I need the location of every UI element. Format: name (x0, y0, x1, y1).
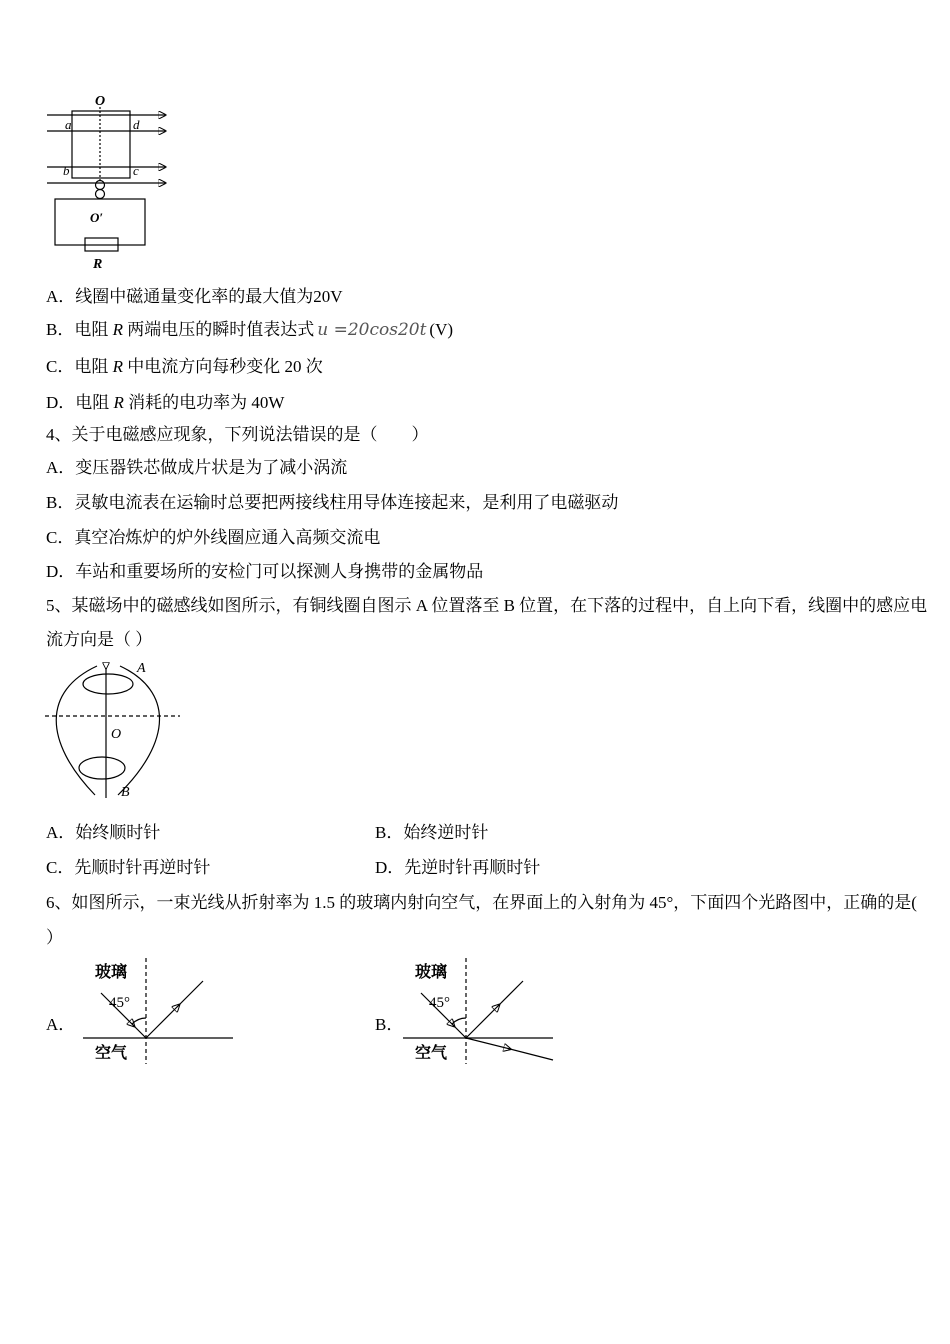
slip-ring (96, 190, 105, 199)
refracted-ray (466, 1038, 510, 1049)
air-label: 空气 (415, 1045, 448, 1062)
position-label-A: A (137, 661, 146, 676)
glass-label: 玻璃 (95, 964, 128, 981)
q3-option-c: C．电阻 R 中电流方向每秒变化 20 次 (46, 357, 323, 376)
corner-label-c: c (133, 163, 139, 178)
reflected-ray-tail (497, 981, 523, 1007)
q5-stem-line-1: 5、某磁场中的磁感线如图所示，有铜线圈自图示 A 位置落至 B 位置，在下落的过程中，自上向下看，线圈中的感应电 (46, 596, 928, 615)
q5-stem-line-2: 流方向是（ ） (46, 630, 153, 649)
q4-option-d: D．车站和重要场所的安检门可以探测人身携带的金属物品 (46, 562, 484, 581)
center-label-O: O (111, 727, 122, 742)
figure-field-lines-coil (45, 658, 185, 803)
refracted-ray-tail (508, 1049, 553, 1061)
q3-option-b: B．电阻 R 两端电压的瞬时值表达式 u =20cos20t (V) (46, 320, 454, 340)
figure-light-path-a (78, 953, 243, 1068)
glass-label: 玻璃 (415, 964, 448, 981)
incident-ray-tail (452, 1024, 466, 1038)
q5-option-a: A．始终顺时针 (46, 823, 161, 842)
q6-option-b-label: B． (375, 1015, 404, 1034)
axis-label-O: O (95, 94, 106, 109)
q4-option-b: B．灵敏电流表在运输时总要把两接线柱用导体连接起来，是利用了电磁驱动 (46, 493, 619, 512)
angle-arc (452, 1018, 466, 1024)
q4-stem: 4、关于电磁感应现象，下列说法错误的是（ ） (46, 425, 429, 444)
position-label-B: B (121, 785, 130, 800)
air-label: 空气 (95, 1045, 128, 1062)
reflected-ray-tail (177, 981, 203, 1007)
corner-label-b: b (63, 163, 70, 178)
corner-label-d: d (133, 117, 140, 132)
figure-rotating-coil-circuit (45, 93, 185, 271)
reflected-ray (146, 1005, 179, 1038)
q6-stem-line-2: ） (46, 928, 63, 947)
q5-option-b: B．始终逆时针 (375, 823, 489, 842)
q6-option-a-label: A． (46, 1015, 76, 1034)
q6-stem-line-1: 6、如图所示，一束光线从折射率为 1.5 的玻璃内射向空气，在界面上的入射角为 45°，下面四个光路图中，正确的是( (46, 893, 917, 912)
q3-option-d: D．电阻 R 消耗的电功率为 40W (46, 393, 285, 412)
q5-option-c: C．先顺时针再逆时针 (46, 858, 211, 877)
angle-label: 45° (109, 995, 130, 1011)
q4-option-a: A．变压器铁芯做成片状是为了减小涡流 (46, 458, 348, 477)
coil-ellipse-B (79, 757, 125, 779)
left-field-line (56, 666, 97, 795)
angle-label: 45° (429, 995, 450, 1011)
coil-square (72, 111, 130, 178)
label-O-prime: O′ (90, 210, 104, 225)
coil-ellipse-A (83, 674, 133, 694)
resistor-label: R (93, 257, 103, 271)
q5-option-d: D．先逆时针再顺时针 (375, 858, 541, 877)
q4-option-c: C．真空冶炼炉的炉外线圈应通入高频交流电 (46, 528, 381, 547)
angle-arc (132, 1018, 146, 1024)
slip-ring (96, 181, 105, 190)
incident-ray-tail (132, 1024, 146, 1038)
corner-label-a: a (65, 117, 72, 132)
figure-light-path-b (398, 953, 563, 1068)
right-field-line (118, 666, 160, 795)
reflected-ray (466, 1005, 499, 1038)
q3-option-a: A．线圈中磁通量变化率的最大值为20V (46, 287, 343, 306)
